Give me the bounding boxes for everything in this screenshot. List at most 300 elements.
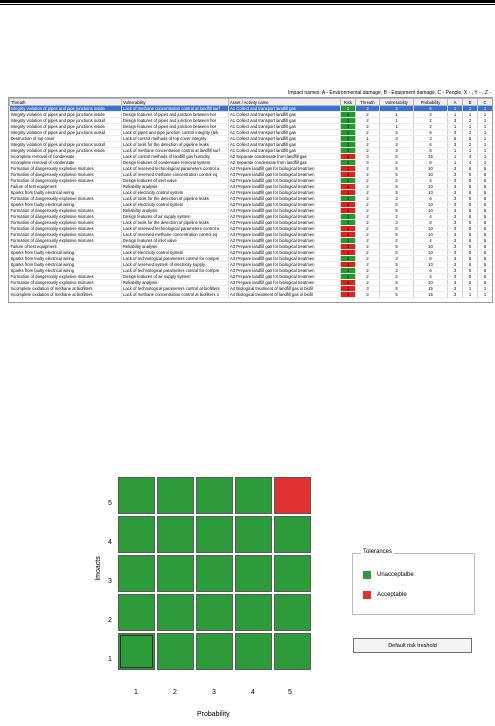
table-cell-risk: 1: [341, 106, 356, 112]
column-header[interactable]: A: [448, 99, 463, 106]
table-cell-asset: A3 Prepare landfill gas for biological treatmen: [229, 202, 341, 208]
table-cell-p: 4: [414, 178, 448, 184]
table-cell-t: 3: [356, 160, 380, 166]
x-label-3: 3: [212, 689, 216, 696]
table-cell-c: 5: [478, 190, 493, 196]
table-cell-vuln: Lack of electricity control system: [122, 190, 229, 196]
matrix-cell-4-5[interactable]: [274, 516, 311, 553]
table-cell-vuln: Reliability analysis: [122, 208, 229, 214]
table-cell-risk: 1: [341, 148, 356, 154]
table-header-row: [10, 99, 493, 106]
table-cell-risk: 1: [341, 142, 356, 148]
y-axis-title: Imoacts: [94, 556, 102, 581]
table-cell-risk: 1: [341, 172, 356, 178]
table-cell-a: 3: [448, 286, 463, 292]
table-cell-b: 1: [463, 292, 478, 298]
table-cell-c: 1: [478, 286, 493, 292]
table-cell-t: 3: [356, 286, 380, 292]
table-cell-v: 1: [380, 118, 414, 124]
table-cell-asset: A3 Prepare landfill gas for biological treatmen: [229, 196, 341, 202]
table-cell-c: 1: [478, 112, 493, 118]
table-cell-a: 3: [448, 172, 463, 178]
table-cell-b: 5: [463, 268, 478, 274]
table-cell-v: 5: [380, 262, 414, 268]
table-row[interactable]: [10, 292, 493, 298]
table-cell-c: 5: [478, 226, 493, 232]
table-cell-b: 5: [463, 238, 478, 244]
table-cell-c: 5: [478, 280, 493, 286]
table-cell-risk: 1: [341, 286, 356, 292]
table-cell-v: 3: [380, 106, 414, 112]
column-header[interactable]: Vulnerability: [380, 99, 414, 106]
column-header[interactable]: Threath: [10, 99, 122, 106]
table-cell-vuln: Design features of inlet valve: [122, 178, 229, 184]
table-cell-p: 4: [414, 214, 448, 220]
table-cell-threat: Formation of dangerously explosive mixtures: [10, 208, 122, 214]
table-cell-threat: Destruction of top cover: [10, 136, 122, 142]
column-header[interactable]: Probability: [414, 99, 448, 106]
matrix-cell-1-5[interactable]: [274, 633, 311, 670]
table-cell-vuln: Reliability analysis: [122, 184, 229, 190]
table-cell-asset: A1 Collect and transport landfill gas: [229, 118, 341, 124]
matrix-cell-2-1[interactable]: [118, 594, 155, 631]
table-cell-threat: Integrity violation of pipes and pipe junctions inside: [10, 124, 122, 130]
table-cell-asset: A3 Prepare landfill gas for biological treatmen: [229, 178, 341, 184]
y-label-2: 2: [108, 617, 112, 624]
table-cell-c: 5: [478, 172, 493, 178]
matrix-cell-2-4[interactable]: [235, 594, 272, 631]
table-cell-c: 1: [478, 136, 493, 142]
table-cell-risk: 1: [341, 184, 356, 190]
unacceptable-swatch[interactable]: [363, 571, 371, 579]
table-cell-t: 1: [356, 136, 380, 142]
x-label-1: 1: [134, 689, 138, 696]
table-cell-a: 3: [448, 166, 463, 172]
matrix-cell-5-1[interactable]: [118, 477, 155, 514]
table-cell-p: 6: [414, 148, 448, 154]
table-cell-t: 2: [356, 124, 380, 130]
table-cell-vuln: Lack of reserved methane concentration control eq: [122, 232, 229, 238]
table-cell-vuln: Design features of air supply system: [122, 274, 229, 280]
table-cell-v: 3: [380, 268, 414, 274]
table-cell-vuln: Lack of tools for the detection of pipeline leaks: [122, 142, 229, 148]
table-cell-v: 5: [380, 208, 414, 214]
table-cell-p: 15: [414, 292, 448, 298]
table-cell-p: 15: [414, 286, 448, 292]
table-cell-p: 4: [414, 274, 448, 280]
table-cell-t: 2: [356, 196, 380, 202]
table-cell-vuln: Lack of electricity control system: [122, 202, 229, 208]
table-cell-b: 5: [463, 220, 478, 226]
table-cell-vuln: Design features of condensate removal system: [122, 160, 229, 166]
column-header[interactable]: Risk: [341, 99, 356, 106]
table-cell-threat: Formation of dangerously explosive mixtures: [10, 220, 122, 226]
table-cell-b: 1: [463, 124, 478, 130]
matrix-cell-5-5[interactable]: [274, 477, 311, 514]
table-cell-threat: Integrity violation of pipes and pipe junctions inside: [10, 112, 122, 118]
table-cell-risk: 1: [341, 130, 356, 136]
table-cell-p: 6: [414, 220, 448, 226]
unacceptable-label: Unacceptalbe: [377, 572, 414, 578]
table-cell-risk: 1: [341, 124, 356, 130]
x-label-4: 4: [251, 689, 255, 696]
matrix-cell-2-5[interactable]: [274, 594, 311, 631]
table-cell-b: 5: [463, 178, 478, 184]
table-cell-risk: 1: [341, 202, 356, 208]
table-cell-v: 5: [380, 184, 414, 190]
table-cell-vuln: Design features of pipes and junction between hor: [122, 112, 229, 118]
table-cell-vuln: Lack of tools for the detection of pipeline leaks: [122, 220, 229, 226]
table-cell-threat: Sparks from faulty electrical wiring: [10, 262, 122, 268]
table-cell-risk: 1: [341, 238, 356, 244]
table-cell-asset: A1 Collect and transport landfill gas: [229, 112, 341, 118]
table-cell-p: 2: [414, 118, 448, 124]
table-cell-a: 3: [448, 190, 463, 196]
table-cell-asset: A3 Prepare landfill gas for biological treatmen: [229, 238, 341, 244]
table-cell-c: 5: [478, 238, 493, 244]
table-cell-c: 5: [478, 244, 493, 250]
tolerances-title: Tolerances: [363, 549, 393, 555]
table-cell-asset: A3 Prepare landfill gas for biological treatmen: [229, 214, 341, 220]
table-cell-b: 5: [463, 208, 478, 214]
table-cell-b: 1: [463, 106, 478, 112]
table-cell-b: 4: [463, 160, 478, 166]
table-cell-a: 3: [448, 178, 463, 184]
table-cell-p: 2: [414, 124, 448, 130]
table-cell-v: 5: [380, 190, 414, 196]
table-cell-threat: Integrity violation of pipes and pipe junctions outsid: [10, 118, 122, 124]
table-cell-p: 6: [414, 196, 448, 202]
table-cell-vuln: Design features of air supply system: [122, 214, 229, 220]
table-cell-asset: A1 Collect and transport landfill gas: [229, 130, 341, 136]
risk-table-container[interactable]: [8, 97, 493, 303]
table-cell-c: 1: [478, 148, 493, 154]
table-cell-asset: A3 Prepare landfill gas for biological treatmen: [229, 274, 341, 280]
table-cell-a: 1: [448, 112, 463, 118]
table-cell-asset: A3 Prepare landfill gas for biological treatmen: [229, 268, 341, 274]
table-cell-c: 5: [478, 250, 493, 256]
table-cell-asset: A3 Prepare landfill gas for biological treatmen: [229, 208, 341, 214]
table-cell-risk: 1: [341, 214, 356, 220]
table-cell-p: 15: [414, 154, 448, 160]
table-cell-vuln: Lack of control methods of top cover integrity: [122, 136, 229, 142]
table-cell-p: 10: [414, 208, 448, 214]
table-cell-risk: 1: [341, 226, 356, 232]
risk-matrix: [118, 477, 312, 671]
table-cell-vuln: Lack of electricity control system: [122, 250, 229, 256]
impact-names-caption: Impact names: A - Environmental damage, B - Equipment damage, C - People, X - , Y - , Z -: [288, 90, 491, 96]
table-cell-b: 5: [463, 202, 478, 208]
column-header[interactable]: Asset / Activity name: [229, 99, 341, 106]
top-rule-thin: [0, 4, 495, 5]
table-cell-asset: A3 Prepare landfill gas for biological treatmen: [229, 262, 341, 268]
table-cell-threat: Integrity violation of pipes and pipe junctions outsid: [10, 142, 122, 148]
table-cell-asset: A4 Biological treatment of landfill gas in biofil: [229, 292, 341, 298]
table-cell-c: 5: [478, 220, 493, 226]
table-cell-threat: Formation of dangerously explosive mixtures: [10, 172, 122, 178]
table-cell-t: 2: [356, 208, 380, 214]
table-cell-p: 2: [414, 112, 448, 118]
table-cell-t: 2: [356, 106, 380, 112]
table-cell-t: 2: [356, 166, 380, 172]
table-cell-t: 2: [356, 232, 380, 238]
matrix-cell-4-3[interactable]: [196, 516, 233, 553]
matrix-cell-4-1[interactable]: [118, 516, 155, 553]
table-cell-asset: A1 Collect and transport landfill gas: [229, 136, 341, 142]
table-cell-v: 5: [380, 226, 414, 232]
table-cell-b: 1: [463, 112, 478, 118]
table-cell-threat: Sparks from faulty electrical wiring: [10, 268, 122, 274]
table-cell-threat: Failure of test equipment: [10, 184, 122, 190]
table-cell-c: 5: [478, 184, 493, 190]
table-cell-p: 10: [414, 226, 448, 232]
table-cell-threat: Integrity violation of pipes and pipe junctions inside: [10, 106, 122, 112]
table-cell-b: 5: [463, 196, 478, 202]
table-cell-asset: A2 Separate condensate from landfill gas: [229, 154, 341, 160]
table-cell-v: 3: [380, 220, 414, 226]
table-cell-a: 1: [448, 148, 463, 154]
table-cell-t: 2: [356, 118, 380, 124]
table-cell-risk: 1: [341, 208, 356, 214]
matrix-cell-3-3[interactable]: [196, 555, 233, 592]
matrix-cell-3-4[interactable]: [235, 555, 272, 592]
matrix-cell-2-2[interactable]: [157, 594, 194, 631]
table-cell-vuln: Design features of inlet valve: [122, 238, 229, 244]
table-cell-v: 3: [380, 136, 414, 142]
table-cell-t: 2: [356, 130, 380, 136]
table-cell-b: 5: [463, 172, 478, 178]
table-cell-t: 2: [356, 268, 380, 274]
matrix-cell-2-3[interactable]: [196, 594, 233, 631]
table-cell-p: 10: [414, 280, 448, 286]
table-cell-risk: 1: [341, 262, 356, 268]
tolerances-groupbox: [352, 549, 475, 615]
table-cell-risk: 1: [341, 112, 356, 118]
table-cell-threat: Formation of dangerously explosive mixtures: [10, 274, 122, 280]
table-cell-risk: 1: [341, 178, 356, 184]
risk-table[interactable]: [9, 98, 493, 298]
table-cell-p: 10: [414, 244, 448, 250]
table-cell-v: 5: [380, 286, 414, 292]
y-label-1: 1: [108, 656, 112, 663]
table-cell-asset: A1 Collect and transport landfill gas: [229, 124, 341, 130]
table-cell-t: 2: [356, 172, 380, 178]
table-cell-p: 10: [414, 262, 448, 268]
table-cell-c: 1: [478, 292, 493, 298]
table-cell-risk: 1: [341, 244, 356, 250]
table-cell-threat: Failure of test equipment: [10, 244, 122, 250]
matrix-cell-1-3[interactable]: [196, 633, 233, 670]
table-cell-b: 5: [463, 262, 478, 268]
matrix-cell-4-4[interactable]: [235, 516, 272, 553]
table-cell-c: 5: [478, 178, 493, 184]
table-cell-risk: 1: [341, 190, 356, 196]
table-cell-v: 3: [380, 196, 414, 202]
table-cell-t: 2: [356, 190, 380, 196]
table-cell-t: 2: [356, 256, 380, 262]
table-cell-p: 6: [414, 106, 448, 112]
table-cell-a: 1: [448, 154, 463, 160]
table-cell-a: 3: [448, 196, 463, 202]
table-cell-v: 5: [380, 202, 414, 208]
table-cell-asset: A1 Collect and transport landfill gas: [229, 148, 341, 154]
table-cell-vuln: Reliability analysis: [122, 280, 229, 286]
matrix-cell-3-5[interactable]: [274, 555, 311, 592]
table-cell-v: 5: [380, 232, 414, 238]
table-cell-a: 3: [448, 280, 463, 286]
table-cell-p: 6: [414, 130, 448, 136]
table-cell-t: 2: [356, 250, 380, 256]
table-cell-risk: 1: [341, 292, 356, 298]
table-cell-b: 2: [463, 142, 478, 148]
table-cell-p: 4: [414, 238, 448, 244]
table-cell-threat: Incomplete removal of condensate: [10, 160, 122, 166]
table-cell-vuln: Lack of methane concentration control at landfill surf: [122, 106, 229, 112]
table-cell-b: 2: [463, 130, 478, 136]
table-cell-asset: A3 Prepare landfill gas for biological treatmen: [229, 232, 341, 238]
table-cell-threat: Sparks from faulty electrical wiring: [10, 190, 122, 196]
table-cell-asset: A3 Prepare landfill gas for biological treatmen: [229, 220, 341, 226]
table-cell-t: 2: [356, 280, 380, 286]
table-cell-t: 3: [356, 154, 380, 160]
matrix-cell-1-2[interactable]: [157, 633, 194, 670]
table-cell-v: 5: [380, 172, 414, 178]
table-cell-t: 2: [356, 148, 380, 154]
table-cell-a: 3: [448, 118, 463, 124]
table-cell-v: 3: [380, 256, 414, 262]
table-cell-asset: A3 Prepare landfill gas for biological treatmen: [229, 190, 341, 196]
table-cell-asset: A3 Prepare landfill gas for biological treatmen: [229, 280, 341, 286]
table-cell-v: 5: [380, 250, 414, 256]
x-label-2: 2: [173, 689, 177, 696]
table-cell-threat: Formation of dangerously explosive mixtures: [10, 196, 122, 202]
table-cell-vuln: Lack of technological parameters control for compre: [122, 256, 229, 262]
table-cell-v: 5: [380, 292, 414, 298]
table-cell-v: 3: [380, 130, 414, 136]
table-cell-c: 1: [478, 154, 493, 160]
table-cell-a: 1: [448, 106, 463, 112]
acceptable-label: Acceptable: [377, 592, 407, 598]
table-cell-b: 5: [463, 274, 478, 280]
column-header[interactable]: Vulnerability: [122, 99, 229, 106]
table-cell-b: 5: [463, 214, 478, 220]
x-axis-title: Probability: [197, 711, 230, 718]
matrix-cell-5-2[interactable]: [157, 477, 194, 514]
table-cell-vuln: Lack of tools for the detection of pipeline leaks: [122, 196, 229, 202]
table-cell-t: 2: [356, 274, 380, 280]
table-cell-c: 5: [478, 256, 493, 262]
acceptable-swatch[interactable]: [363, 591, 371, 599]
top-rule: [0, 0, 495, 3]
table-cell-threat: Formation of dangerously explosive mixtures: [10, 280, 122, 286]
table-cell-v: 3: [380, 148, 414, 154]
table-cell-v: 5: [380, 154, 414, 160]
table-cell-c: 1: [478, 124, 493, 130]
table-cell-a: 1: [448, 124, 463, 130]
matrix-cell-3-2[interactable]: [157, 555, 194, 592]
table-cell-b: 1: [463, 148, 478, 154]
table-cell-p: 6: [414, 256, 448, 262]
matrix-cell-1-1[interactable]: [118, 633, 155, 670]
table-cell-b: 5: [463, 232, 478, 238]
column-header[interactable]: B: [463, 99, 478, 106]
default-risk-threshold-button[interactable]: Default risk treshold: [353, 638, 472, 653]
table-cell-t: 2: [356, 112, 380, 118]
table-cell-c: 5: [478, 274, 493, 280]
table-cell-threat: Integrity violation of pipes and pipe junctions inside: [10, 148, 122, 154]
table-cell-c: 1: [478, 106, 493, 112]
table-cell-b: 5: [463, 166, 478, 172]
table-cell-t: 2: [356, 214, 380, 220]
table-cell-asset: A3 Prepare landfill gas for biological treatmen: [229, 250, 341, 256]
table-cell-a: 3: [448, 184, 463, 190]
table-cell-c: 5: [478, 208, 493, 214]
table-cell-p: 10: [414, 190, 448, 196]
table-cell-v: 1: [380, 124, 414, 130]
table-cell-risk: 1: [341, 196, 356, 202]
table-cell-asset: A3 Prepare landfill gas for biological treatmen: [229, 184, 341, 190]
table-cell-asset: A3 Prepare landfill gas for biological treatmen: [229, 226, 341, 232]
table-cell-threat: Integrity violation of pipes and pipe junctions outsid: [10, 130, 122, 136]
table-cell-t: 3: [356, 292, 380, 298]
table-cell-v: 5: [380, 280, 414, 286]
table-cell-t: 2: [356, 202, 380, 208]
table-cell-a: 3: [448, 268, 463, 274]
table-cell-v: 5: [380, 166, 414, 172]
matrix-cell-4-2[interactable]: [157, 516, 194, 553]
column-header[interactable]: C: [478, 99, 493, 106]
table-cell-b: 5: [463, 184, 478, 190]
table-cell-p: 3: [414, 136, 448, 142]
table-cell-risk: 1: [341, 118, 356, 124]
table-cell-risk: 1: [341, 166, 356, 172]
table-cell-asset: A2 Separate condensate from landfill gas: [229, 160, 341, 166]
table-cell-b: 5: [463, 280, 478, 286]
table-cell-a: 5: [448, 136, 463, 142]
table-cell-t: 2: [356, 178, 380, 184]
matrix-cell-5-4[interactable]: [235, 477, 272, 514]
matrix-cell-1-4[interactable]: [235, 633, 272, 670]
table-cell-b: 1: [463, 286, 478, 292]
table-cell-p: 10: [414, 166, 448, 172]
table-cell-threat: Incomplete removal of condensate: [10, 154, 122, 160]
matrix-cell-3-1[interactable]: [118, 555, 155, 592]
table-cell-risk: 1: [341, 136, 356, 142]
column-header[interactable]: Threath: [356, 99, 380, 106]
table-cell-v: 1: [380, 112, 414, 118]
table-cell-asset: A4 Biological treatment of landfill gas in biofil: [229, 286, 341, 292]
matrix-cell-5-3[interactable]: [196, 477, 233, 514]
table-cell-vuln: Design features of pipes and junction between hor: [122, 118, 229, 124]
y-label-3: 3: [108, 578, 112, 585]
table-cell-p: 6: [414, 142, 448, 148]
table-cell-b: 5: [463, 226, 478, 232]
table-cell-c: 1: [478, 130, 493, 136]
table-cell-a: 3: [448, 142, 463, 148]
table-cell-vuln: Lack of reserved methane concentration control eq: [122, 172, 229, 178]
table-cell-b: 5: [463, 190, 478, 196]
table-cell-b: 5: [463, 250, 478, 256]
table-cell-b: 5: [463, 136, 478, 142]
table-cell-p: 6: [414, 268, 448, 274]
table-cell-c: 5: [478, 268, 493, 274]
table-cell-a: 3: [448, 130, 463, 136]
table-cell-vuln: Lack of methane concentration control at landfill surf: [122, 148, 229, 154]
table-cell-vuln: Lack of pipes and pipe junction control integrity (tek: [122, 130, 229, 136]
table-cell-b: 4: [463, 154, 478, 160]
table-cell-c: 5: [478, 202, 493, 208]
table-cell-c: 1: [478, 142, 493, 148]
